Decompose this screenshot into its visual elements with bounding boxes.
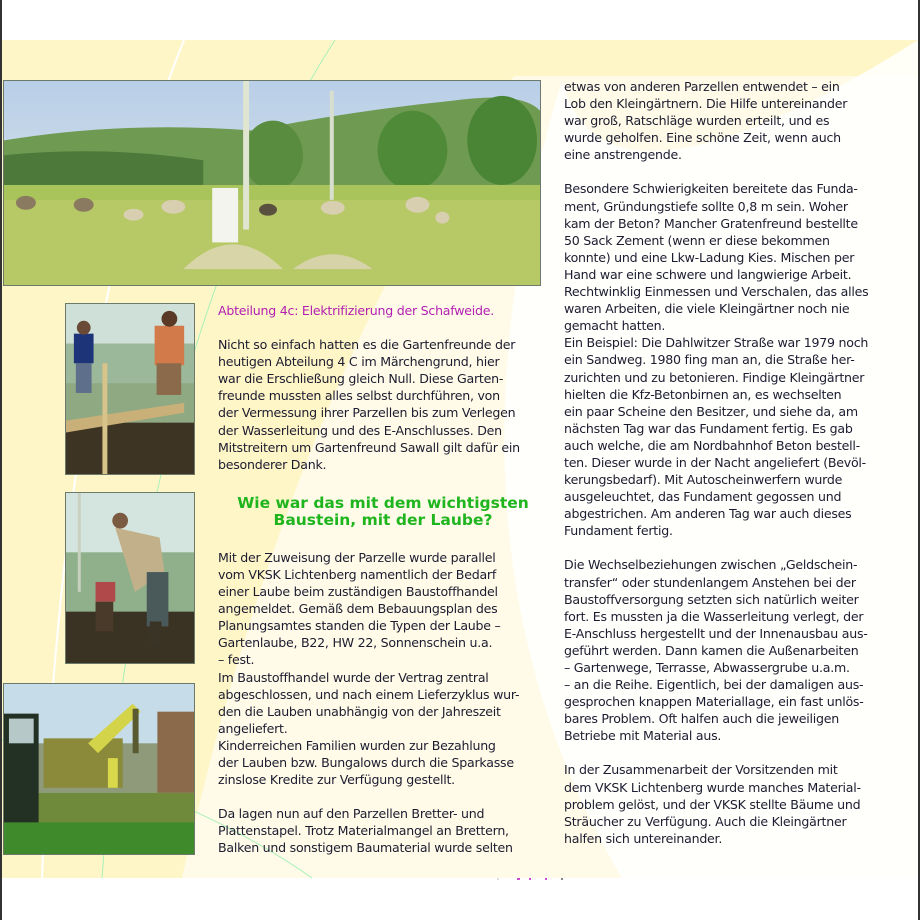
text-line: In der Zusammenarbeit der Vorsitzenden mit xyxy=(564,762,838,778)
text-line: Kinderreichen Familien wurden zur Bezahlung xyxy=(218,737,496,753)
text-line: Mit der Zuweisung der Parzelle wurde parallel xyxy=(218,549,496,565)
right-paragraph-2 xyxy=(564,180,904,539)
text-line: war die Erschließung gleich Null. Diese Garten- xyxy=(218,371,504,387)
text-line: waren Arbeiten, die viele Kleingärtner noch nie xyxy=(564,301,850,317)
text-line: Baustoffversorgung setzten sich natürlich weiter xyxy=(564,591,859,607)
text-line: eine anstrengende. xyxy=(564,147,682,163)
text-line: der Vermessung ihrer Parzellen bis zum Verlegen xyxy=(218,405,516,421)
text-line: der Wasserleitung und des E-Anschlusses. Den xyxy=(218,422,502,438)
sheep-pasture-photo xyxy=(3,80,541,286)
text-line: – Gartenwege, Terrasse, Abwassergrube u.a.m. xyxy=(564,660,850,675)
text-line: abgeschlossen, und nach einem Lieferzyklus wur- xyxy=(218,686,520,702)
text-line: Wie war das mit dem wichtigsten xyxy=(237,493,529,512)
excavator-photo xyxy=(3,683,195,855)
text-line: Nicht so einfach hatten es die Gartenfreunde der xyxy=(218,337,516,353)
text-line: angemeldet. Gemäß dem Bebauungsplan des xyxy=(218,601,498,617)
text-line: kerungsbedarf). Mit Autoscheinwerfern wurde xyxy=(564,472,843,488)
text-line: Betriebe mit Material aus. xyxy=(564,728,722,744)
text-line: Plattenstapel. Trotz Materialmangel an Brettern, xyxy=(218,823,509,839)
text-line: ein Sandweg. 1980 fing man an, die Straße her- xyxy=(564,352,855,368)
text-line: Lob den Kleingärtnern. Die Hilfe untereinander xyxy=(564,96,848,112)
text-line: auch welche, die am Nordbahnhof Beton bestell- xyxy=(564,437,860,453)
text-line: einer Laube beim zuständigen Baustoffhandel xyxy=(218,584,498,600)
text-line: ausgeleuchtet, das Fundament gegossen und xyxy=(564,489,842,505)
text-line: Baustein, mit der Laube? xyxy=(273,510,493,529)
text-line: war groß, Ratschläge wurden erteilt, und es xyxy=(564,113,830,129)
text-line: zurichten und zu betonieren. Findige Kleingärtner xyxy=(564,369,865,385)
text-line: Balken und sonstigem Baumaterial wurde selten xyxy=(218,840,513,856)
text-line: ein paar Scheine den Besitzer, und siehe da, am xyxy=(564,403,858,419)
text-line: freunde mussten alles selbst durchführen, von xyxy=(218,388,500,404)
right-paragraph-4 xyxy=(564,761,904,846)
text-line: wurde geholfen. Eine schöne Zeit, wenn auch xyxy=(564,130,841,146)
middle-paragraph-1 xyxy=(218,336,548,473)
text-line: vom VKSK Lichtenberg namentlich der Bedarf xyxy=(218,566,497,582)
text-line: – an die Reihe. Eigentlich, bei der damaligen aus- xyxy=(564,677,864,693)
text-line: abgestrichen. Am anderen Tag war auch dieses xyxy=(564,506,852,522)
text-line: problem gelöst, und der VKSK stellte Bäume und xyxy=(564,796,861,812)
right-column xyxy=(564,78,904,847)
middle-column xyxy=(218,302,548,856)
footer-mark xyxy=(497,878,607,881)
text-line: Ein Beispiel: Die Dahlwitzer Straße war 1979 noch xyxy=(564,335,869,351)
text-line: 50 Sack Zement (wenn er diese bekommen xyxy=(564,232,830,248)
right-paragraph-1 xyxy=(564,78,904,163)
text-line: gesprochen knappen Materiallage, ein fast unlös- xyxy=(564,694,864,710)
middle-paragraph-3 xyxy=(218,805,548,856)
photo-caption: Abteilung 4c: Elektrifizierung der Schafweide. xyxy=(218,303,495,318)
text-line: kam der Beton? Mancher Gratenfreund bestellte xyxy=(564,215,858,231)
text-line: halfen sich untereinander. xyxy=(564,830,723,846)
text-line: – fest. xyxy=(218,652,255,668)
text-line: gemacht hatten. xyxy=(564,318,666,334)
text-line: den die Lauben unabhängig von der Jahreszeit xyxy=(218,703,501,719)
text-line: Fundament fertig. xyxy=(564,523,673,539)
text-line: ten. Dieser wurde in der Nacht angeliefert (Bevöl- xyxy=(564,454,866,470)
text-line: heutigen Abteilung 4 C im Märchengrund, hier xyxy=(218,354,500,370)
text-line: bares Problem. Oft halfen auch die jeweiligen xyxy=(564,711,839,727)
text-line: Sträucher zu Verfügung. Auch die Kleingärtner xyxy=(564,813,847,829)
right-paragraph-3 xyxy=(564,556,904,744)
text-line: Hand war eine schwere und langwierige Arbeit. xyxy=(564,266,852,282)
text-line: Rechtwinklig Einmessen und Verschalen, das alles xyxy=(564,284,869,300)
text-line: zinslose Kredite zur Verfügung gestellt. xyxy=(218,772,455,788)
text-line: besonderer Dank. xyxy=(218,456,327,472)
text-line: konnte) und eine Lkw-Ladung Kies. Mischen per xyxy=(564,249,855,265)
text-line: dem VKSK Lichtenberg wurde manches Material- xyxy=(564,779,861,795)
text-line: hielten die Kfz-Betonbirnen an, es wechselten xyxy=(564,386,842,402)
text-line: nächsten Tag war das Fundament fertig. Es gab xyxy=(564,420,853,436)
text-line: transfer“ oder stundenlangem Anstehen bei der xyxy=(564,574,856,590)
text-line: Im Baustoffhandel wurde der Vertrag zentral xyxy=(218,669,489,685)
text-line: ment, Gründungstiefe sollte 0,8 m sein. Woher xyxy=(564,198,848,214)
fence-work-photo xyxy=(65,303,195,475)
text-line: angeliefert. xyxy=(218,720,288,736)
text-line: der Lauben bzw. Bungalows durch die Sparkasse xyxy=(218,754,514,770)
text-line: Besondere Schwierigkeiten bereitete das Funda- xyxy=(564,181,858,197)
text-line: etwas von anderen Parzellen entwendet – ein xyxy=(564,79,840,94)
text-line: Mitstreitern um Gartenfreund Sawall gilt dafür ein xyxy=(218,439,520,455)
section-heading xyxy=(218,495,548,529)
text-line: geführt werden. Dann kamen die Außenarbeiten xyxy=(564,642,859,658)
text-line: Gartenlaube, B22, HW 22, Sonnenschein u.a. xyxy=(218,635,493,651)
text-line: Die Wechselbeziehungen zwischen „Geldschein- xyxy=(564,557,858,573)
text-line: Planungsamtes standen die Typen der Laube – xyxy=(218,618,501,634)
text-line: E-Anschluss hergestellt und der Innenausbau aus- xyxy=(564,625,868,641)
text-line: Da lagen nun auf den Parzellen Bretter- und xyxy=(218,806,485,822)
digging-photo xyxy=(65,492,195,664)
text-line: fort. Es mussten ja die Wasserleitung verlegt, der xyxy=(564,608,864,624)
middle-paragraph-2 xyxy=(218,549,548,788)
